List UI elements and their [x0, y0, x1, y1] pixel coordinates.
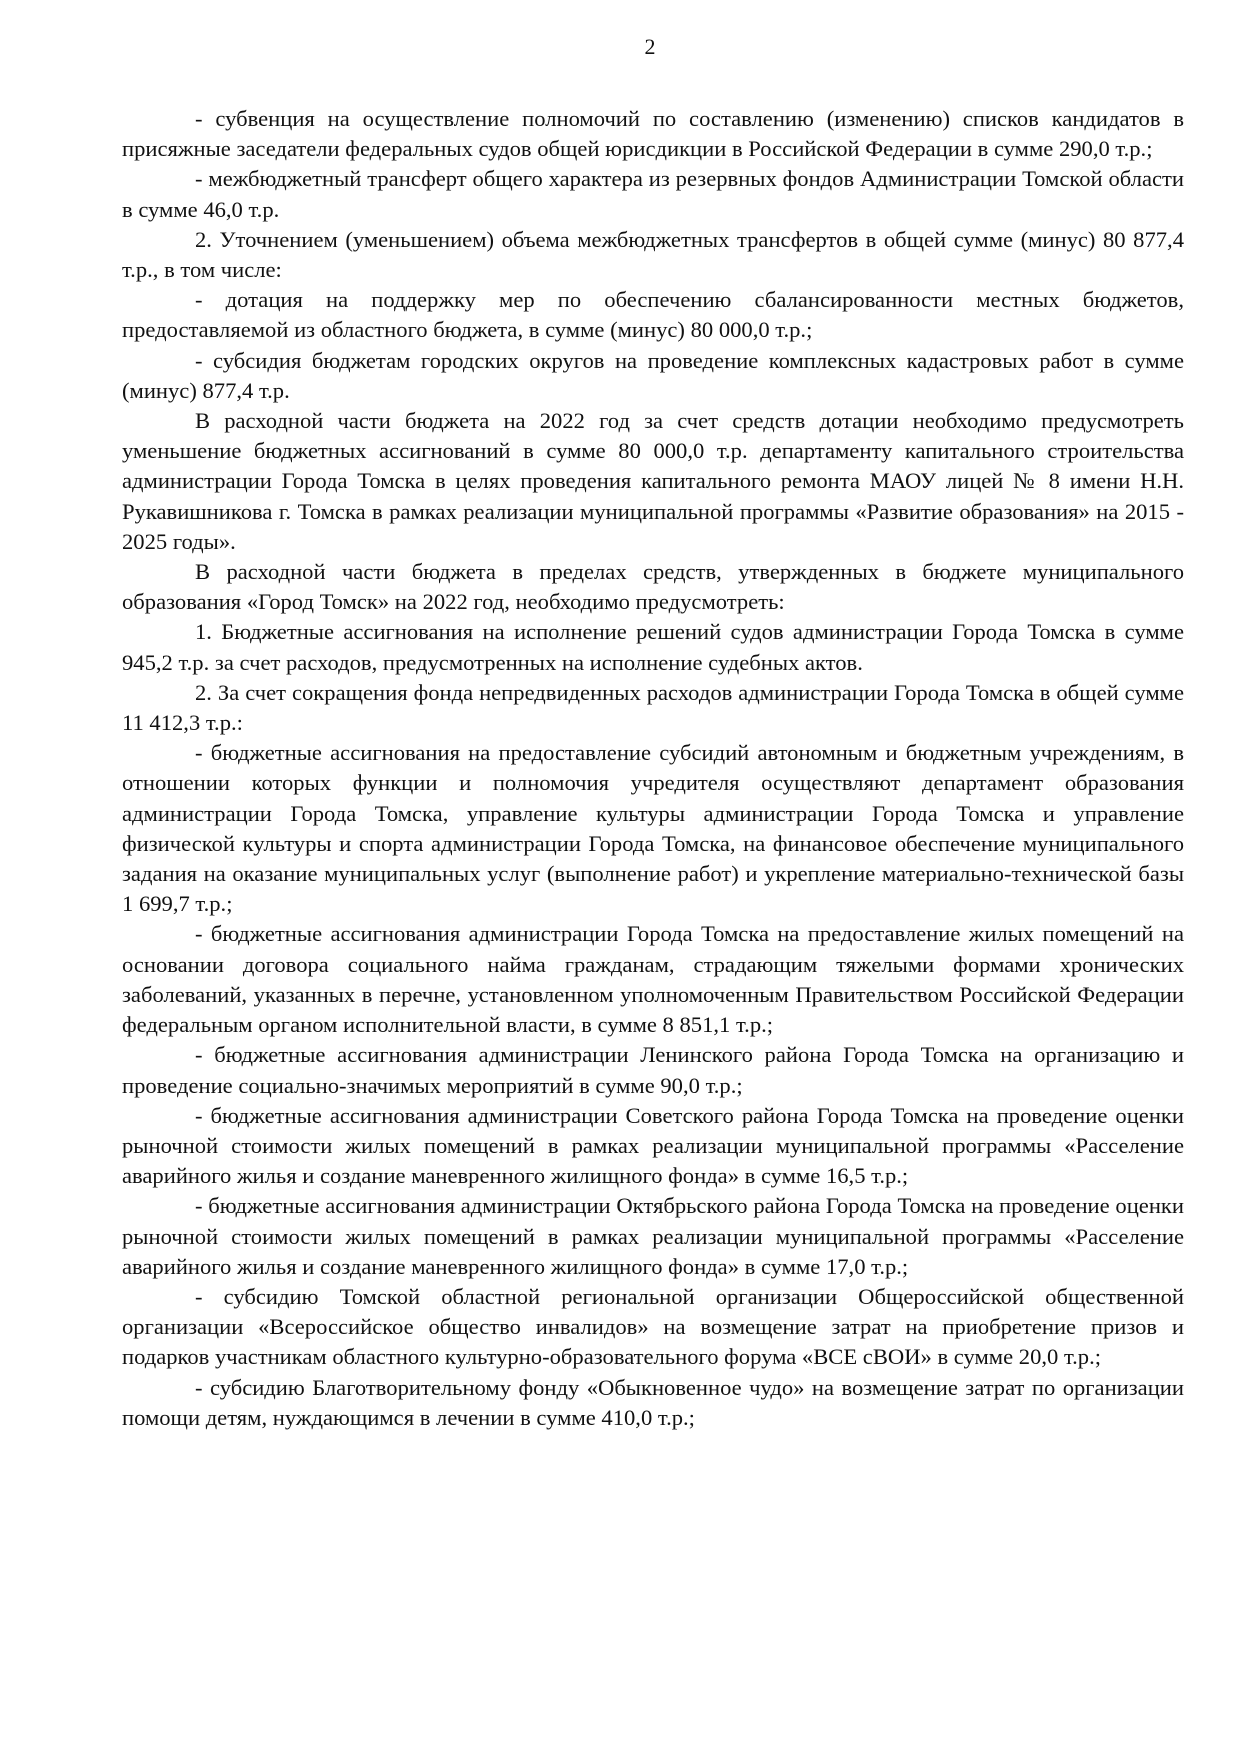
paragraph-oktyabrsky-valuation: - бюджетные ассигнования администрации Октябрьского района Города Томска на проведение оценки рыночной стоимости жилых помещений в рамках реализации муниципальной программы «Расселение аварийного жилья и создание маневренного жилищного фонда» в сумме 17,0 т.р.;	[122, 1193, 1184, 1279]
paragraph-expenditure-within-budget: В расходной части бюджета в пределах средств, утвержденных в бюджете муниципального образования «Город Томск» на 2022 год, необходимо предусмотреть:	[122, 559, 1184, 615]
paragraph-leninsky-events: - бюджетные ассигнования администрации Ленинского района Города Томска на организацию и проведение социально-значимых мероприятий в сумме 90,0 т.р.;	[122, 1042, 1184, 1098]
paragraph-contingency-fund: 2. За счет сокращения фонда непредвиденных расходов администрации Города Томска в общей сумме 11 412,3 т.р.:	[122, 679, 1184, 736]
paragraph-expenditure-dotation: В расходной части бюджета на 2022 год за счет средств дотации необходимо предусмотреть уменьшение бюджетных ассигнований в сумме 80 000,0 т.р. департаменту капитального строительства администрации Города Томска в целях проведения капитального ремонта МАОУ лицей № 8 имени Н.Н. Рукавишникова г. Томска в рамках реализации муниципальной программы «Развитие образования» на 2015 - 2025 годы».	[122, 408, 1184, 554]
paragraph-sovetsky-valuation: - бюджетные ассигнования администрации Советского района Города Томска на проведение оценки рыночной стоимости жилых помещений в рамках реализации муниципальной программы «Расселение аварийного жилья и создание маневренного жилищного фонда» в сумме 16,5 т.р.;	[122, 1102, 1184, 1189]
paragraph-transfers-reduction: 2. Уточнением (уменьшением) объема межбюджетных трансфертов в общей сумме (минус) 80 877,4 т.р., в том числе:	[122, 226, 1184, 283]
paragraph-subvention-jurors: - субвенция на осуществление полномочий по составлению (изменению) списков кандидатов в присяжные заседатели федеральных судов общей юрисдикции в Российской Федерации в сумме 290,0 т.р.;	[122, 106, 1184, 162]
paragraph-cadastral-subsidy: - субсидия бюджетам городских округов на проведение комплексных кадастровых работ в сумме (минус) 877,4 т.р.	[122, 347, 1184, 403]
paragraph-court-decisions: 1. Бюджетные ассигнования на исполнение решений судов администрации Города Томска в сумме 945,2 т.р. за счет расходов, предусмотренных на исполнение судебных актов.	[122, 619, 1184, 675]
paragraph-subsidies-institutions: - бюджетные ассигнования на предоставление субсидий автономным и бюджетным учреждениям, в отношении которых функции и полномочия учредителя осуществляют департамент образования администрации Города Томска, управление культуры администрации Города Томска и управление физической культуры и спорта администрации Города Томска, на финансовое обеспечение муниципального задания на оказание муниципальных услуг (выполнение работ) и укрепление материально-технической базы 1 699,7 т.р.;	[122, 740, 1184, 917]
page-number: 2	[644, 34, 656, 59]
paragraph-housing-provision: - бюджетные ассигнования администрации Города Томска на предоставление жилых помещений на основании договора социального найма гражданам, страдающим тяжелыми формами хронических заболеваний, указанных в перечне, установленном уполномоченным Правительством Российской Федерации федеральным органом исполнительной власти, в сумме 8 851,1 т.р.;	[122, 921, 1184, 1038]
paragraph-balance-dotation: - дотация на поддержку мер по обеспечению сбалансированности местных бюджетов, предоставляемой из областного бюджета, в сумме (минус) 80 000,0 т.р.;	[122, 287, 1184, 343]
paragraph-charity-fund-subsidy: - субсидию Благотворительному фонду «Обыкновенное чудо» на возмещение затрат по организации помощи детям, нуждающимся в лечении в сумме 410,0 т.р.;	[122, 1374, 1184, 1430]
paragraph-interbudget-transfer-reserve: - межбюджетный трансферт общего характера из резервных фондов Администрации Томской области в сумме 46,0 т.р.	[122, 166, 1184, 222]
paragraph-disabled-society-subsidy: - субсидию Томской областной региональной организации Общероссийской общественной организации «Всероссийское общество инвалидов» на возмещение затрат на приобретение призов и подарков участникам областного культурно-образовательного форума «ВСЕ сВОИ» в сумме 20,0 т.р.;	[122, 1283, 1184, 1370]
document-body	[122, 104, 1184, 1433]
